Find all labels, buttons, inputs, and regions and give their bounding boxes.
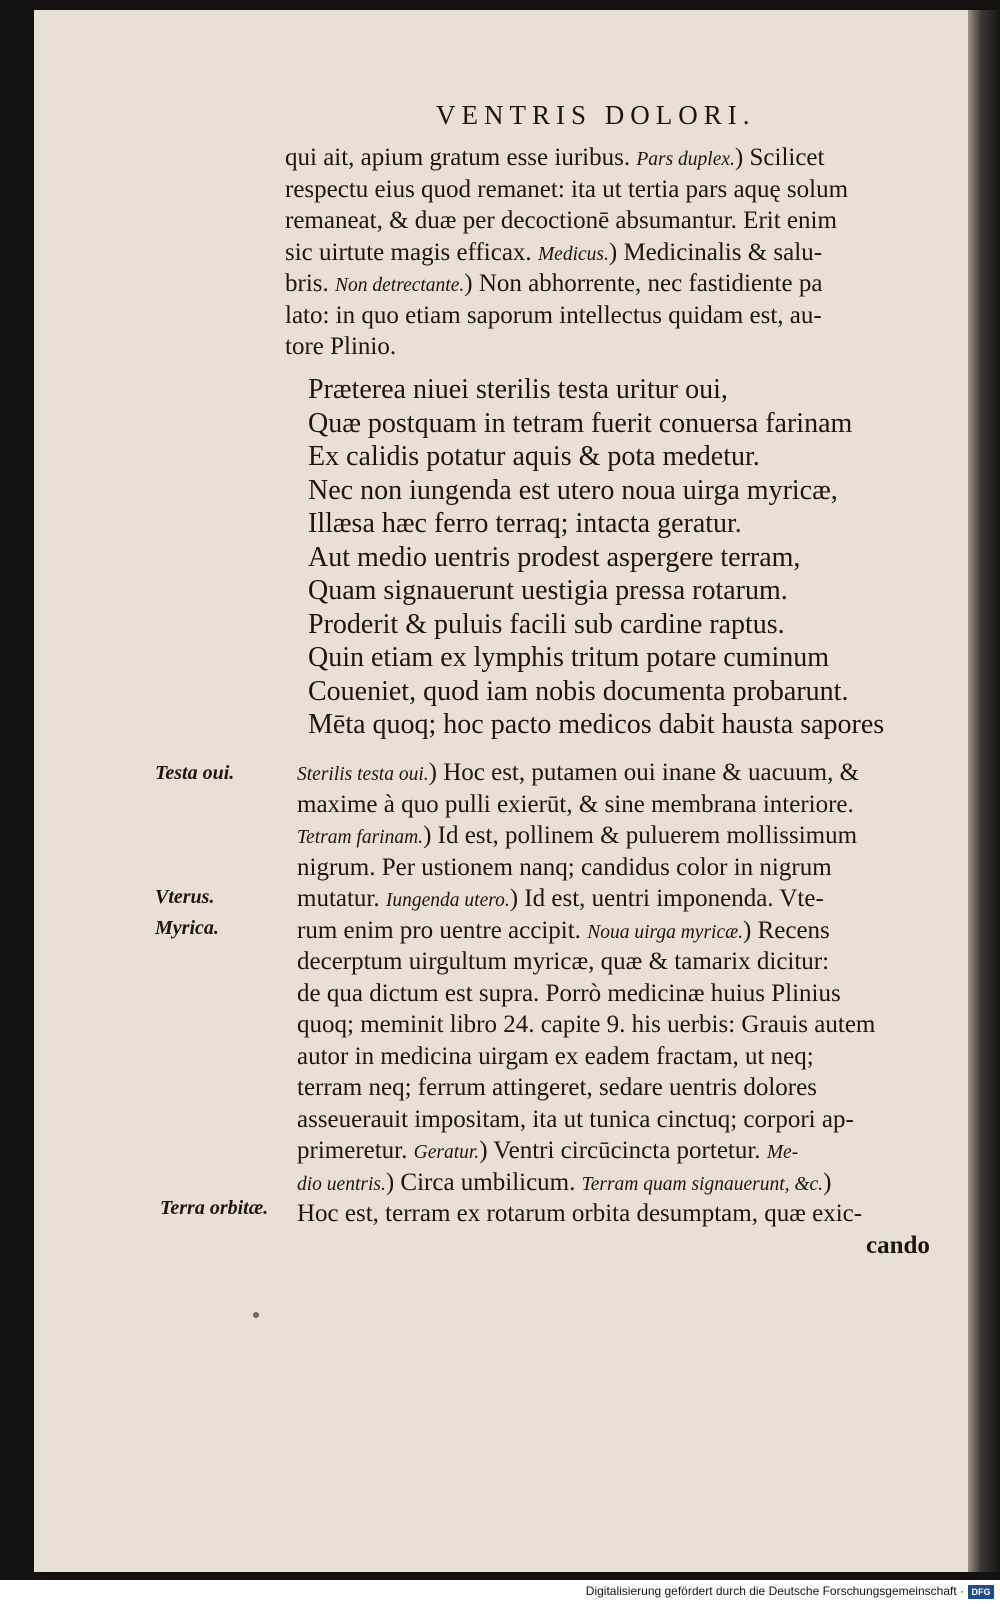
- running-header: VENTRIS DOLORI.: [436, 100, 756, 130]
- text-run: autor in medicina uirgam ex eadem fractam, ut neq;: [297, 1042, 814, 1070]
- commentary_bottom-line: [297, 1104, 854, 1136]
- commentary_bottom-line: [297, 978, 841, 1010]
- marginal-note-terra: Terra orbitæ.: [160, 1197, 269, 1219]
- text-run: cando: [866, 1231, 930, 1259]
- commentary_bottom-line: [297, 789, 854, 821]
- text-run: mutatur.: [297, 885, 386, 912]
- text-run: asseuerauit impositam, ita ut tunica cinctuq; corpori ap-: [297, 1105, 854, 1133]
- commentary_top-line: [285, 331, 396, 363]
- commentary_top-line: [285, 142, 824, 176]
- text-run: tore Plinio.: [285, 333, 397, 360]
- verse-line: Aut medio uentris prodest aspergere terram,: [308, 541, 801, 573]
- lemma: Iungenda utero.: [385, 890, 510, 911]
- commentary_top-line: [285, 174, 848, 206]
- text-run: quoq; meminit libro 24. capite 9. his uerbis: Grauis autem: [297, 1011, 876, 1038]
- lemma: Noua uirga myricæ.: [587, 921, 744, 943]
- lemma: dio uentris.: [297, 1173, 386, 1195]
- text-run: ) Id est, uentri imponenda. Vte-: [509, 885, 824, 912]
- verse-line: Illæsa hæc ferro terraq; intacta geratur.: [308, 508, 742, 539]
- commentary_top-line: [285, 237, 822, 271]
- marginal-note-myrica: Myrica.: [155, 917, 219, 939]
- text-run: primeretur.: [297, 1137, 414, 1164]
- verse-line: Præterea niuei sterilis testa uritur oui,: [308, 374, 728, 405]
- lemma: Sterilis testa oui.: [297, 764, 429, 785]
- text-run: ) Scilicet: [734, 144, 825, 171]
- verse-line: Coueniet, quod iam nobis documenta probarunt.: [308, 675, 849, 707]
- marginal-note-uterus: Vterus.: [155, 886, 215, 908]
- text-run: bris.: [285, 270, 335, 297]
- text-run: ) Id est, pollinem & puluerem mollissimum: [423, 822, 858, 849]
- text-run: respectu eius quod remanet: ita ut tertia pars aquę solum: [285, 175, 849, 203]
- text-run: ) Non abhorrente, nec fastidiente pa: [464, 270, 823, 297]
- commentary_bottom-line: [297, 1072, 817, 1104]
- text-run: lato: in quo etiam saporum intellectus quidam est, au-: [285, 301, 822, 329]
- ink-speck: [253, 1312, 259, 1318]
- commentary_bottom-line: [866, 1230, 930, 1262]
- commentary_bottom-line: [297, 1041, 814, 1073]
- commentary_bottom-line: [297, 1167, 831, 1201]
- lemma: Medicus.: [537, 243, 609, 265]
- commentary_bottom-line: [297, 757, 859, 791]
- lemma: Geratur.: [413, 1142, 480, 1163]
- text-run: ) Circa umbilicum.: [385, 1168, 582, 1196]
- verse-line: Nec non iungenda est utero noua uirga myricæ,: [308, 474, 838, 506]
- commentary_top-line: [285, 268, 822, 302]
- commentary_top-line: [285, 205, 837, 237]
- verse-line: Proderit & puluis facili sub cardine raptus.: [308, 608, 785, 640]
- text-run: nigrum. Per ustionem nanq; candidus color in nigrum: [297, 853, 832, 881]
- lemma: Me-: [766, 1142, 799, 1163]
- text-run: remaneat, & duæ per decoctionē absumantur. Erit enim: [285, 207, 837, 234]
- verse-line: Ex calidis potatur aquis & pota medetur.: [308, 441, 760, 472]
- commentary_bottom-line: [297, 915, 830, 949]
- dfg-logo: DFG: [968, 1585, 994, 1599]
- verse-line: Mēta quoq; hoc pacto medicos dabit hausta sapores: [308, 709, 885, 740]
- text-run: de qua dictum est supra. Porrò medicinæ huius Plinius: [297, 979, 841, 1007]
- commentary_bottom-line: [297, 883, 824, 917]
- verse-line: Quin etiam ex lymphis tritum potare cuminum: [308, 642, 830, 673]
- text-run: ): [823, 1168, 832, 1196]
- footer-credit: Digitalisierung gefördert durch die Deutsche Forschungsgemeinschaft ·: [585, 1584, 964, 1598]
- text-run: ) Hoc est, putamen oui inane & uacuum, &: [428, 759, 860, 786]
- commentary_bottom-line: [297, 1135, 798, 1169]
- lemma: Tetram farinam.: [297, 827, 424, 848]
- commentary_bottom-line: [297, 820, 857, 854]
- text-run: rum enim pro uentre accipit.: [297, 916, 588, 944]
- marginal-note-testa: Testa oui.: [155, 762, 235, 784]
- text-run: ) Ventri circūcincta portetur.: [479, 1137, 767, 1164]
- book-edge: [968, 10, 1000, 1572]
- commentary_bottom-line: [297, 852, 832, 884]
- text-run: decerptum uirgultum myricæ, quæ & tamarix dicitur:: [297, 948, 830, 975]
- verse-line: Quam signauerunt uestigia pressa rotarum.: [308, 575, 788, 606]
- text-run: qui ait, apium gratum esse iuribus.: [285, 144, 637, 171]
- text-run: maxime à quo pulli exierūt, & sine membrana interiore.: [297, 790, 854, 818]
- commentary_top-line: [285, 300, 822, 332]
- text-run: Hoc est, terram ex rotarum orbita desumptam, quæ exic-: [297, 1200, 863, 1227]
- commentary_bottom-line: [297, 946, 829, 978]
- commentary_bottom-line: [297, 1009, 875, 1041]
- commentary_bottom-line: [297, 1198, 862, 1230]
- text-run: terram neq; ferrum attingeret, sedare uentris dolores: [297, 1074, 817, 1101]
- text-run: sic uirtute magis efficax.: [285, 238, 538, 266]
- lemma: Terram quam signauerunt, &c.: [581, 1173, 824, 1195]
- text-run: ) Medicinalis & salu-: [608, 238, 823, 266]
- lemma: Non detrectante.: [335, 275, 465, 296]
- lemma: Pars duplex.: [636, 149, 735, 170]
- text-run: ) Recens: [743, 916, 830, 944]
- verse-line: Quæ postquam in tetram fuerit conuersa farinam: [308, 407, 853, 439]
